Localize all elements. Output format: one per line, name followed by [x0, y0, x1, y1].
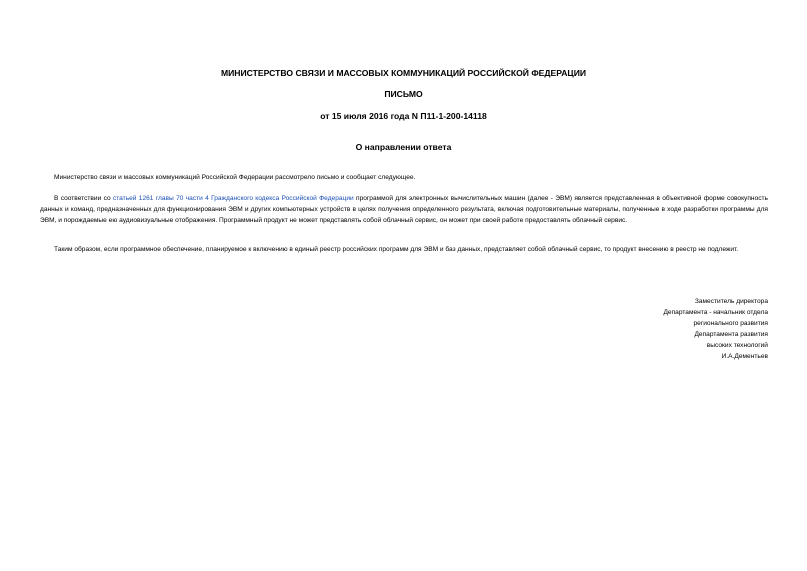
- civil-code-link[interactable]: статьей 1261 главы 70 части 4 Гражданского кодекса Российской Федерации: [112, 195, 354, 202]
- document-date-number: от 15 июля 2016 года N П11-1-200-14118: [320, 111, 487, 121]
- signature-line: Департамента развития: [694, 331, 768, 338]
- signature-line: Департамента - начальник отдела: [663, 309, 768, 316]
- paragraph-conclusion: Таким образом, если программное обеспечение, планируемое к включению в единый реестр российских программ для ЭВМ и баз данных, представляет собой облачный сервис, то продукт внесению в реестр не подлежит.: [54, 246, 739, 253]
- signature-block: [663, 296, 768, 362]
- signatory-name: И.А.Дементьев: [721, 353, 768, 360]
- paragraph-intro: Министерство связи и массовых коммуникаций Российской Федерации рассмотрело письмо и сообщает следующее.: [54, 174, 416, 181]
- signature-line: высоких технологий: [706, 342, 768, 349]
- paragraph-definition-suffix: программой для электронных вычислительных машин (далее - ЭВМ) является представленная в объективной форме совокупность данных и команд, предназначенных для функционирования ЭВМ и других компьютерных устройств в целях получения определенного результата, включая подготовительные материалы, полученные в ходе разработки программы для ЭВМ, и порождаемые ею аудиовизуальные отображения. Программный продукт не может представлять собой облачный сервис, он может при своей работе предоставлять облачный сервис.: [40, 195, 768, 224]
- document-subject: О направлении ответа: [355, 142, 452, 152]
- paragraph-definition: [40, 193, 768, 226]
- organization-title: МИНИСТЕРСТВО СВЯЗИ И МАССОВЫХ КОММУНИКАЦИЙ РОССИЙСКОЙ ФЕДЕРАЦИИ: [220, 68, 587, 78]
- signature-line: регионального развития: [693, 320, 768, 327]
- document-type: ПИСЬМО: [384, 89, 423, 99]
- signature-line: Заместитель директора: [694, 298, 768, 305]
- paragraph-definition-prefix: В соответствии со: [54, 195, 113, 202]
